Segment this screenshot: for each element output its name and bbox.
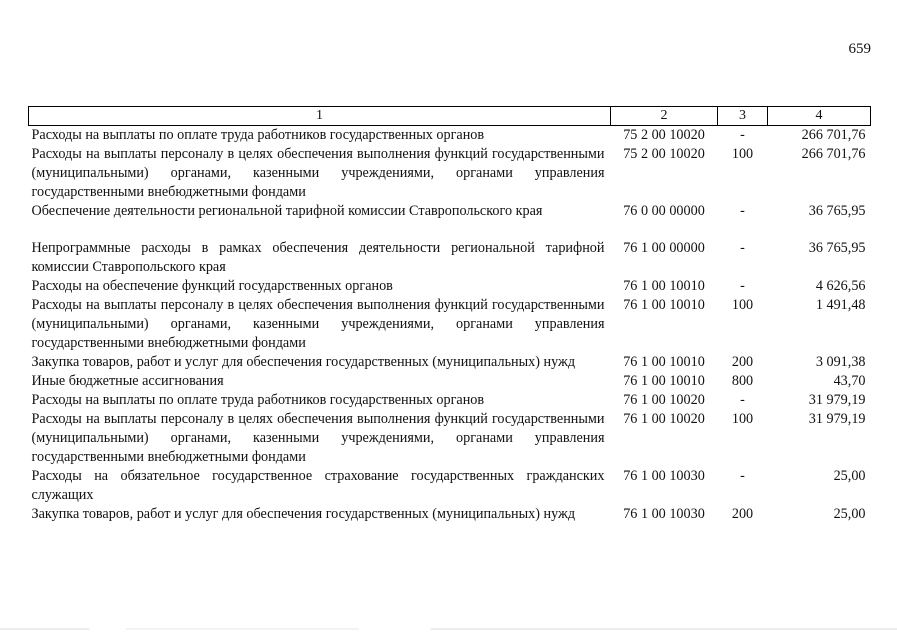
table-row: [29, 467, 871, 505]
row-type: 100: [731, 411, 754, 427]
row-amount: 31 979,19: [808, 411, 866, 427]
row-type: 100: [731, 146, 754, 162]
row-name: Иные бюджетные ассигнования: [31, 373, 224, 389]
table-row: [29, 239, 871, 277]
row-type: -: [740, 392, 745, 408]
row-name: Расходы на выплаты персоналу в целях обеспечения выполнения функций государственными (муниципальными) органами, казенными учреждениями, органами управления государственными внебюджетными фондами: [31, 411, 605, 465]
header-row: [29, 107, 871, 126]
row-code: 76 1 00 10030: [623, 506, 705, 522]
row-code: 76 1 00 10010: [623, 354, 705, 370]
row-amount: 43,70: [833, 373, 866, 389]
scan-edge-line: [0, 628, 897, 630]
row-name: Расходы на выплаты по оплате труда работников государственных органов: [31, 127, 485, 143]
budget-table: [28, 106, 871, 524]
page-number: 659: [848, 41, 871, 57]
table-row: [29, 391, 871, 410]
header-col-2: 2: [611, 107, 718, 126]
row-amount: 25,00: [833, 468, 866, 484]
row-name: Расходы на выплаты персоналу в целях обеспечения выполнения функций государственными (муниципальными) органами, казенными учреждениями, органами управления государственными внебюджетными фондами: [31, 146, 605, 200]
header-col-4: 4: [768, 107, 871, 126]
row-type: -: [740, 203, 745, 219]
row-amount: 36 765,95: [808, 240, 866, 256]
table-row: [29, 277, 871, 296]
row-type: -: [740, 240, 745, 256]
row-amount: 3 091,38: [815, 354, 866, 370]
row-amount: 31 979,19: [808, 392, 866, 408]
row-code: 76 1 00 00000: [623, 240, 705, 256]
row-amount: 4 626,56: [815, 278, 866, 294]
row-amount: 1 491,48: [815, 297, 866, 313]
row-name: Обеспечение деятельности региональной тарифной комиссии Ставропольского края: [31, 203, 543, 219]
table-row: [29, 126, 871, 146]
row-name: Расходы на выплаты по оплате труда работников государственных органов: [31, 392, 485, 408]
header-col-1: 1: [29, 107, 611, 126]
table-row: [29, 410, 871, 467]
row-name: Расходы на обеспечение функций государственных органов: [31, 278, 393, 294]
header-col-3: 3: [718, 107, 768, 126]
table-row: [29, 296, 871, 353]
row-code: 76 1 00 10030: [623, 468, 705, 484]
row-code: 76 1 00 10020: [623, 392, 705, 408]
row-name: Непрограммные расходы в рамках обеспечения деятельности региональной тарифной комиссии Ставропольского края: [31, 240, 605, 275]
row-name: Расходы на обязательное государственное страхование государственных гражданских служащих: [31, 468, 605, 503]
row-type: 200: [731, 354, 754, 370]
row-type: 200: [731, 506, 754, 522]
row-code: 76 1 00 10010: [623, 278, 705, 294]
row-code: 76 1 00 10010: [623, 373, 705, 389]
row-type: -: [740, 127, 745, 143]
table-body: [29, 126, 871, 525]
table-row: [29, 202, 871, 239]
table-row: [29, 505, 871, 524]
table-header: [29, 107, 871, 126]
row-amount: 36 765,95: [808, 203, 866, 219]
row-type: -: [740, 468, 745, 484]
row-name: Расходы на выплаты персоналу в целях обеспечения выполнения функций государственными (муниципальными) органами, казенными учреждениями, органами управления государственными внебюджетными фондами: [31, 297, 605, 351]
table-row: [29, 372, 871, 391]
row-amount: 266 701,76: [801, 146, 866, 162]
row-code: 76 0 00 00000: [623, 203, 705, 219]
row-code: 76 1 00 10010: [623, 297, 705, 313]
row-name: Закупка товаров, работ и услуг для обеспечения государственных (муниципальных) нужд: [31, 354, 576, 370]
row-code: 75 2 00 10020: [623, 127, 705, 143]
row-name: Закупка товаров, работ и услуг для обеспечения государственных (муниципальных) нужд: [31, 506, 576, 522]
row-code: 76 1 00 10020: [623, 411, 705, 427]
row-type: -: [740, 278, 745, 294]
row-amount: 266 701,76: [801, 127, 866, 143]
row-type: 100: [731, 297, 754, 313]
table-row: [29, 145, 871, 202]
table-row: [29, 353, 871, 372]
row-type: 800: [731, 373, 754, 389]
row-amount: 25,00: [833, 506, 866, 522]
row-code: 75 2 00 10020: [623, 146, 705, 162]
